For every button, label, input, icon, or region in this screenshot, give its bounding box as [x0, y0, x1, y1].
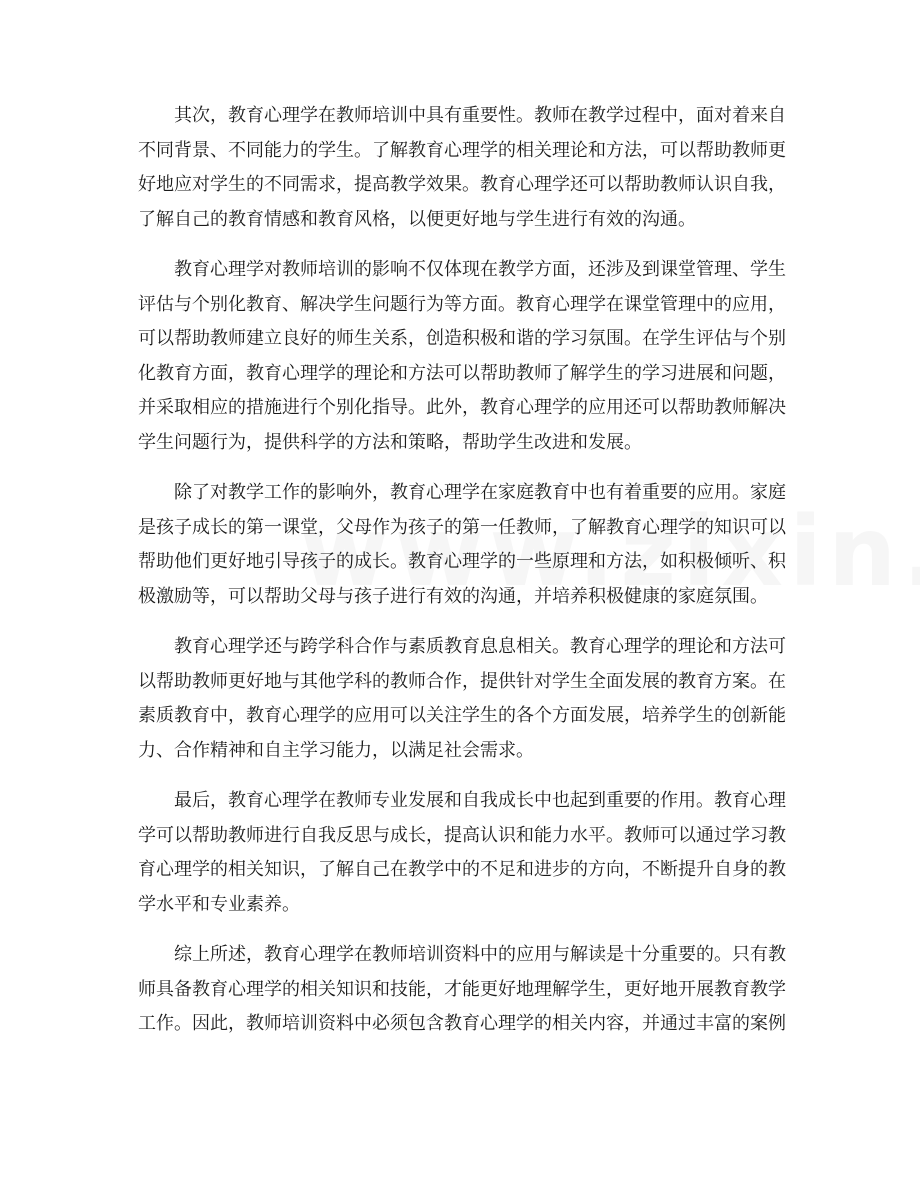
- document-body: [138, 99, 786, 1058]
- paragraph-6: 综上所述，教育心理学在教师培训资料中的应用与解读是十分重要的。只有教师具备教育心理学的相关知识和技能，才能更好地理解学生，更好地开展教育教学工作。因此，教师培训资料中必须包含教育心理学的相关内容，并通过丰富的案例: [138, 944, 786, 1034]
- paragraph-2: 教育心理学对教师培训的影响不仅体现在教学方面，还涉及到课堂管理、学生评估与个别化教育、解决学生问题行为等方面。教育心理学在课堂管理中的应用，可以帮助教师建立良好的师生关系，创造积极和谐的学习氛围。在学生评估与个别化教育方面，教育心理学的理论和方法可以帮助教师了解学生的学习进展和问题，并采取相应的措施进行个别化指导。此外，教育心理学的应用还可以帮助教师解决学生问题行为，提供科学的方法和策略，帮助学生改进和发展。: [138, 259, 786, 453]
- paragraph-5: 最后，教育心理学在教师专业发展和自我成长中也起到重要的作用。教育心理学可以帮助教师进行自我反思与成长，提高认识和能力水平。教师可以通过学习教育心理学的相关知识，了解自己在教学中的不足和进步的方向，不断提升自身的教学水平和专业素养。: [138, 790, 786, 915]
- paragraph-4: 教育心理学还与跨学科合作与素质教育息息相关。教育心理学的理论和方法可以帮助教师更好地与其他学科的教师合作，提供针对学生全面发展的教育方案。在素质教育中，教育心理学的应用可以关注学生的各个方面发展，培养学生的创新能力、合作精神和自主学习能力，以满足社会需求。: [138, 636, 786, 761]
- paragraph-1: 其次，教育心理学在教师培训中具有重要性。教师在教学过程中，面对着来自不同背景、不同能力的学生。了解教育心理学的相关理论和方法，可以帮助教师更好地应对学生的不同需求，提高教学效果。教育心理学还可以帮助教师认识自我，了解自己的教育情感和教育风格，以便更好地与学生进行有效的沟通。: [138, 105, 786, 230]
- paragraph-3: 除了对教学工作的影响外，教育心理学在家庭教育中也有着重要的应用。家庭是孩子成长的第一课堂，父母作为孩子的第一任教师，了解教育心理学的知识可以帮助他们更好地引导孩子的成长。教育心理学的一些原理和方法，如积极倾听、积极激励等，可以帮助父母与孩子进行有效的沟通，并培养积极健康的家庭氛围。: [138, 482, 786, 607]
